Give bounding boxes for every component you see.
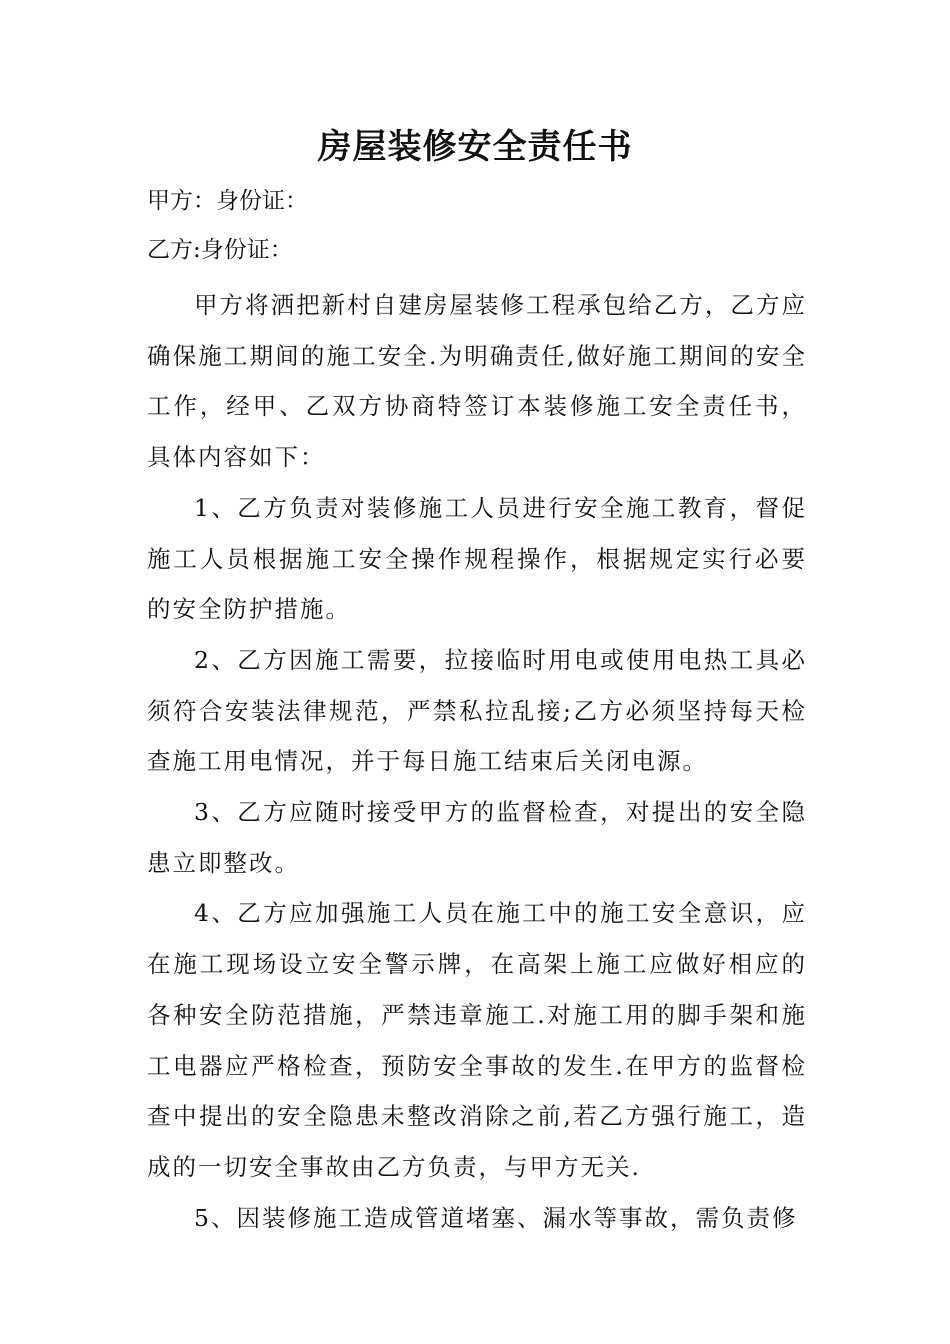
document-title: 房屋装修安全责任书 bbox=[317, 127, 633, 167]
document-body bbox=[147, 280, 807, 1243]
clause-3: 3、乙方应随时接受甲方的监督检查，对提出的安全隐患立即整改。 bbox=[147, 798, 807, 877]
party-a-line: 甲方：身份证： bbox=[147, 188, 308, 214]
intro-paragraph: 甲方将洒把新村自建房屋装修工程承包给乙方，乙方应确保施工期间的施工安全.为明确责任,做好施工期间的安全工作，经甲、乙双方协商特签订本装修施工安全责任书，具体内容如下： bbox=[147, 291, 807, 472]
clause-2: 2、乙方因施工需要，拉接临时用电或使用电热工具必须符合安装法律规范，严禁私拉乱接;乙方必须坚持每天检查施工用电情况，并于每日施工结束后关闭电源。 bbox=[147, 645, 807, 776]
clause-4: 4、乙方应加强施工人员在施工中的施工安全意识，应在施工现场设立安全警示牌，在高架上施工应做好相应的各种安全防范措施，严禁违章施工.对施工用的脚手架和施工电器应严格检查，预防安全事故的发生.在甲方的监督检查中提出的安全隐患未整改消除之前,若乙方强行施工，造成的一切安全事故由乙方负责，与甲方无关. bbox=[147, 899, 807, 1181]
party-b-line: 乙方:身份证： bbox=[147, 237, 293, 263]
clause-1: 1、乙方负责对装修施工人员进行安全施工教育，督促施工人员根据施工安全操作规程操作，根据规定实行必要的安全防护措施。 bbox=[147, 493, 807, 624]
clause-5: 5、因装修施工造成管道堵塞、漏水等事故，需负责修 bbox=[194, 1203, 798, 1232]
